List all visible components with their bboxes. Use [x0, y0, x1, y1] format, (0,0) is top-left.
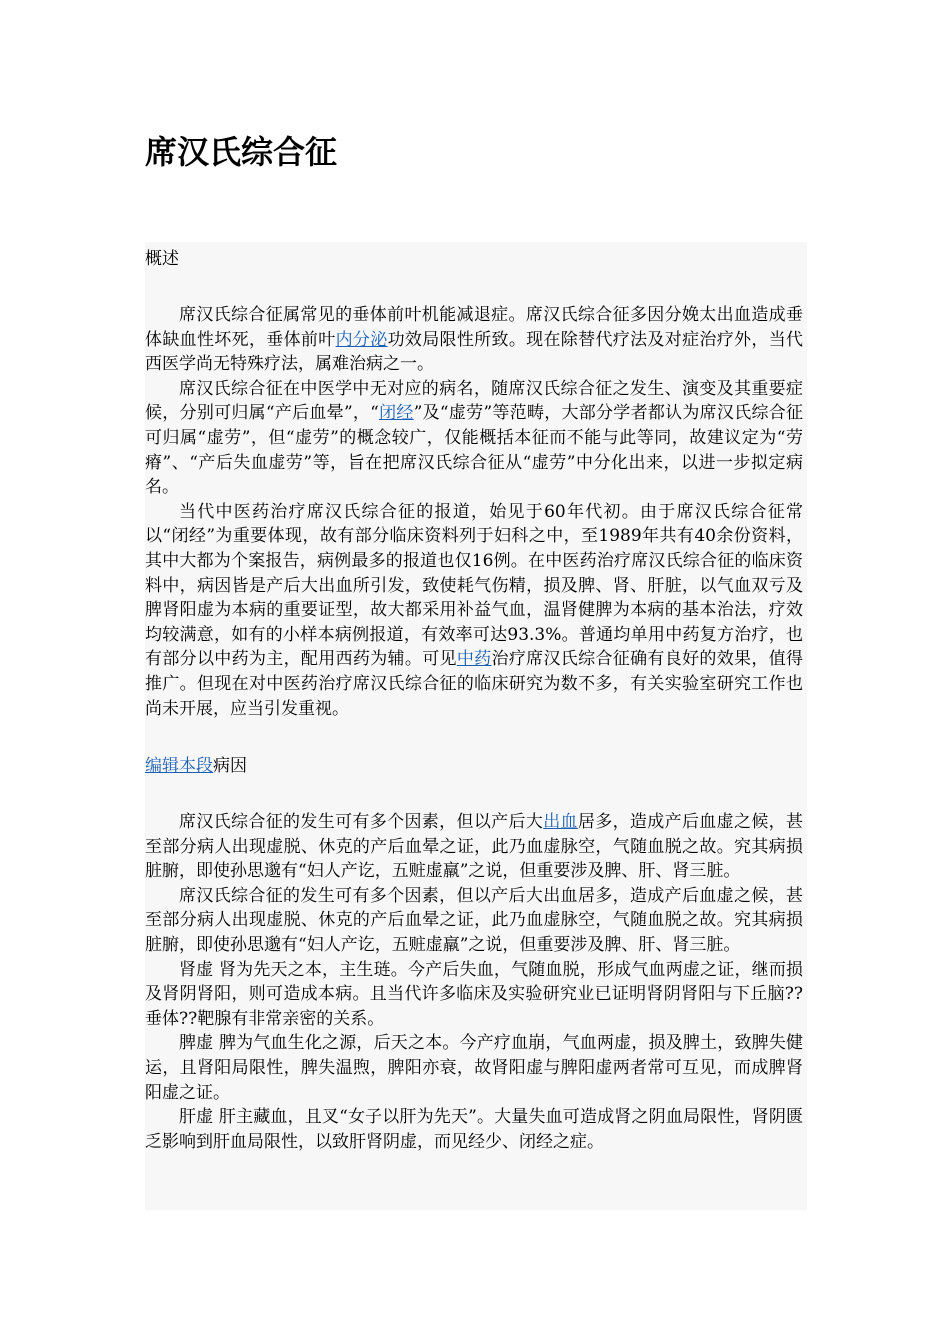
cause-paragraph-2: 席汉氏综合征的发生可有多个因素，但以产后大出血居多，造成产后血虚之候，甚至部分病人出现虚脱、休克的产后血晕之证，此乃血虚脉空，气随血脱之故。究其病损脏腑，即使孙思邈有“妇人产讫，五赃虚羸”之说，但重要涉及脾、肝、肾三脏。: [145, 885, 803, 956]
cause-paragraph-spleen: 脾虚 脾为气血生化之源，后天之本。今产疗血崩，气血两虚，损及脾土，致脾失健运，且肾阳局限性，脾失温煦，脾阳亦衰，故肾阳虚与脾阳虚两者常可互见，而成脾肾阳虚之证。: [145, 1033, 803, 1103]
endocrine-link[interactable]: 内分泌: [335, 329, 388, 350]
amenorrhea-link[interactable]: 闭经: [378, 403, 414, 424]
edit-section-link[interactable]: 编辑本段: [145, 756, 213, 777]
overview-paragraph-3: 当代中医药治疗席汉氏综合征的报道，始见于60年代初。由于席汉氏综合征常以“闭经”为重要体现，故有部分临床资料列于妇科之中，至1989年共有40余份资料，其中大都为个案报告，病例最多的报道也仅16例。在中医药治疗席汉氏综合征的临床资料中，病因皆是产后大出血所引发，致使耗气伤精，损及脾、肾、肝脏，以气血双亏及脾肾阳虚为本病的重要证型，故大都采用补益气血，温肾健脾为本病的基本治法，疗效均较满意，如有的小样本病例报道，有效率可达93.3%。普通均单用中药复方治疗，也有部分以中药为主，配用西药为辅。可见中药治疗席汉氏综合征确有良好的效果，值得推广。但现在对中医药治疗席汉氏综合征的临床研究为数不多，有关实验室研究工作也尚未开展，应当引发重视。: [145, 501, 804, 719]
bleeding-link[interactable]: 出血: [543, 812, 578, 833]
cause-paragraph-kidney: 肾虚 肾为先天之本，主生琏。今产后失血，气随血脱，形成气血两虚之证，继而损及肾阴肾阳，则可造成本病。且当代许多临床及实验研究业已证明肾阴肾阳与下丘脑??垂体??靶腺有非常亲密的关系。: [145, 959, 803, 1029]
cause-paragraph-1: 席汉氏综合征的发生可有多个因素，但以产后大出血居多，造成产后血虚之候，甚至部分病人出现虚脱、休克的产后血晕之证，此乃血虚脉空，气随血脱之故。究其病损脏腑，即使孙思邈有“妇人产讫，五赃虚羸”之说，但重要涉及脾、肝、肾三脏。: [145, 812, 804, 882]
overview-heading: 概述: [145, 249, 179, 269]
cause-paragraph-liver: 肝虚 肝主藏血，且叉“女子以肝为先天”。大量失血可造成肾之阴血局限性，肾阴匮乏影响到肝血局限性，以致肝肾阴虚，而见经少、闭经之症。: [145, 1107, 803, 1152]
overview-paragraph-2: 席汉氏综合征在中医学中无对应的病名，随席汉氏综合征之发生、演变及其重要症候，分别可归属“产后血晕”，“闭经”及“虚劳”等范畴，大部分学者都认为席汉氏综合征可归属“虚劳”，但“虚劳”的概念较广，仅能概括本征而不能与此等同，故建议定为“劳瘠”、“产后失血虚劳”等，旨在把席汉氏综合征从“虚劳”中分化出来，以进一步拟定病名。: [145, 378, 804, 498]
page-title: 席汉氏综合征: [145, 133, 338, 171]
overview-paragraph-1: 席汉氏综合征属常见的垂体前叶机能减退症。席汉氏综合征多因分娩太出血造成垂体缺血性坏死，垂体前叶内分泌功效局限性所致。现在除替代疗法及对症治疗外，当代西医学尚无特殊疗法，属难治病之一。: [145, 305, 804, 375]
cause-heading-row: [145, 754, 803, 778]
article-body: [145, 242, 807, 1210]
cause-heading: 病因: [213, 756, 247, 777]
chinese-medicine-link[interactable]: 中药: [456, 649, 492, 670]
